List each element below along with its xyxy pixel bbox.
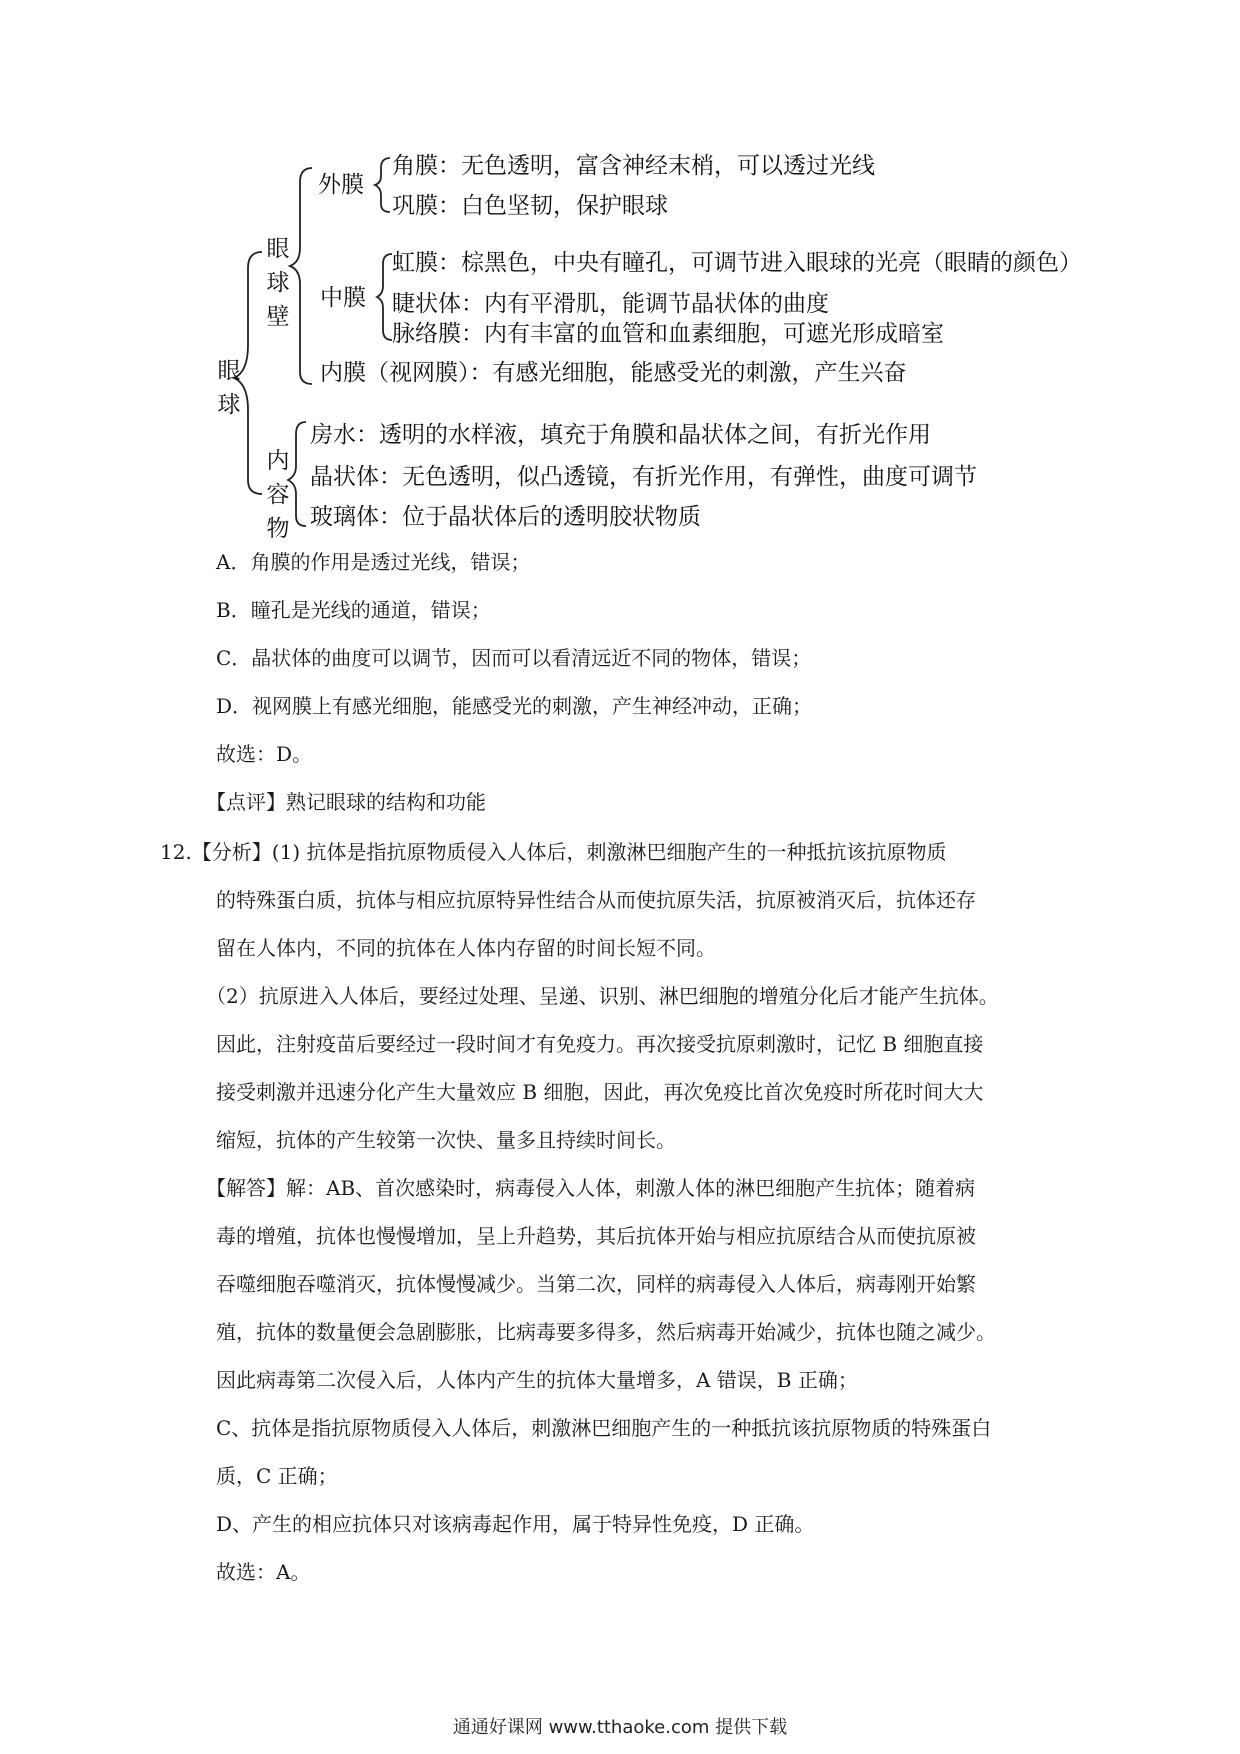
q12-point2-line-1: （2）抗原进入人体后，要经过处理、呈递、识别、淋巴细胞的增殖分化后才能产生抗体。 <box>206 984 999 1008</box>
q11-option-d: D．视网膜上有感光细胞，能感受光的刺激，产生神经冲动，正确； <box>216 694 813 718</box>
label-middle-layer: 中膜 <box>320 285 366 311</box>
label-iris: 虹膜：棕黑色，中央有瞳孔，可调节进入眼球的光亮（眼睛的颜色） <box>392 250 1082 276</box>
q12-solution-line-3: 吞噬细胞吞噬消灭，抗体慢慢减少。当第二次，同样的病毒侵入人体后，病毒刚开始繁 <box>216 1272 976 1296</box>
q11-option-a: A．角膜的作用是透过光线，错误； <box>216 550 531 574</box>
q12-point2-line-2: 因此，注射疫苗后要经过一段时间才有免疫力。再次接受抗原刺激时，记忆 B 细胞直接 <box>216 1032 984 1056</box>
q12-analysis-line-3: 留在人体内，不同的抗体在人体内存留的时间长短不同。 <box>216 936 716 960</box>
brace-middle <box>377 254 392 340</box>
q11-option-c: C．晶状体的曲度可以调节，因而可以看清远近不同的物体，错误； <box>216 646 812 670</box>
q12-analysis-line-2: 的特殊蛋白质，抗体与相应抗原特异性结合从而使抗原失活，抗原被消灭后，抗体还存 <box>216 888 976 912</box>
label-ciliary: 睫状体：内有平滑肌，能调节晶状体的曲度 <box>392 291 829 317</box>
label-contents: 内容物 <box>266 448 290 542</box>
page-footer: 通通好课网 www.tthaoke.com 提供下载 <box>452 1717 788 1738</box>
q12-solution-line-5: 因此病毒第二次侵入后，人体内产生的抗体大量增多，A 错误，B 正确； <box>216 1368 858 1392</box>
q12-solution-line-4: 殖，抗体的数量便会急剧膨胀，比病毒要多得多，然后病毒开始减少，抗体也随之减少。 <box>216 1320 996 1344</box>
label-aqueous: 房水：透明的水样液，填充于角膜和晶状体之间，有折光作用 <box>310 422 931 448</box>
q12-point2-line-4: 缩短，抗体的产生较第一次快、量多且持续时间长。 <box>216 1128 676 1152</box>
label-lens: 晶状体：无色透明，似凸透镜，有折光作用，有弹性，曲度可调节 <box>310 464 977 490</box>
label-eyeball: 眼球 <box>217 358 241 418</box>
q12-option-d: D、产生的相应抗体只对该病毒起作用，属于特异性免疫，D 正确。 <box>216 1512 815 1536</box>
q12-point2-line-3: 接受刺激并迅速分化产生大量效应 B 细胞，因此，再次免疫比首次免疫时所花时间大大 <box>216 1080 984 1104</box>
q12-option-c-line-2: 质，C 正确； <box>216 1464 338 1488</box>
label-inner-layer: 内膜（视网膜）：有感光细胞，能感受光的刺激，产生兴奋 <box>320 360 907 386</box>
q12-solution-line-2: 毒的增殖，抗体也慢慢增加，呈上升趋势，其后抗体开始与相应抗原结合从而使抗原被 <box>216 1224 976 1248</box>
brace-wall <box>290 168 312 384</box>
brace-outer <box>375 158 390 212</box>
q12-analysis-line-1: 12.【分析】(1) 抗体是指抗原物质侵入人体后，刺激淋巴细胞产生的一种抵抗该抗原物质 <box>160 840 947 864</box>
label-eyeball-wall: 眼球壁 <box>266 236 290 330</box>
q11-option-b: B．瞳孔是光线的通道，错误； <box>216 598 491 622</box>
q12-solution-line-1: 【解答】解：AB、首次感染时，病毒侵入人体，刺激人体的淋巴细胞产生抗体；随着病 <box>206 1176 976 1200</box>
q11-comment: 【点评】熟记眼球的结构和功能 <box>206 790 486 814</box>
label-cornea: 角膜：无色透明，富含神经末梢，可以透过光线 <box>392 153 875 179</box>
label-sclera: 巩膜：白色坚韧，保护眼球 <box>392 193 668 219</box>
q11-answer: 故选：D。 <box>216 742 313 766</box>
q12-option-c-line-1: C、抗体是指抗原物质侵入人体后，刺激淋巴细胞产生的一种抵抗该抗原物质的特殊蛋白 <box>216 1416 992 1440</box>
label-outer-layer: 外膜 <box>318 172 364 198</box>
label-choroid: 脉络膜：内有丰富的血管和血素细胞，可遮光形成暗室 <box>392 321 944 347</box>
label-vitreous: 玻璃体：位于晶状体后的透明胶状物质 <box>310 504 701 530</box>
eye-structure-diagram <box>0 0 1240 560</box>
q12-answer: 故选：A。 <box>216 1560 311 1584</box>
